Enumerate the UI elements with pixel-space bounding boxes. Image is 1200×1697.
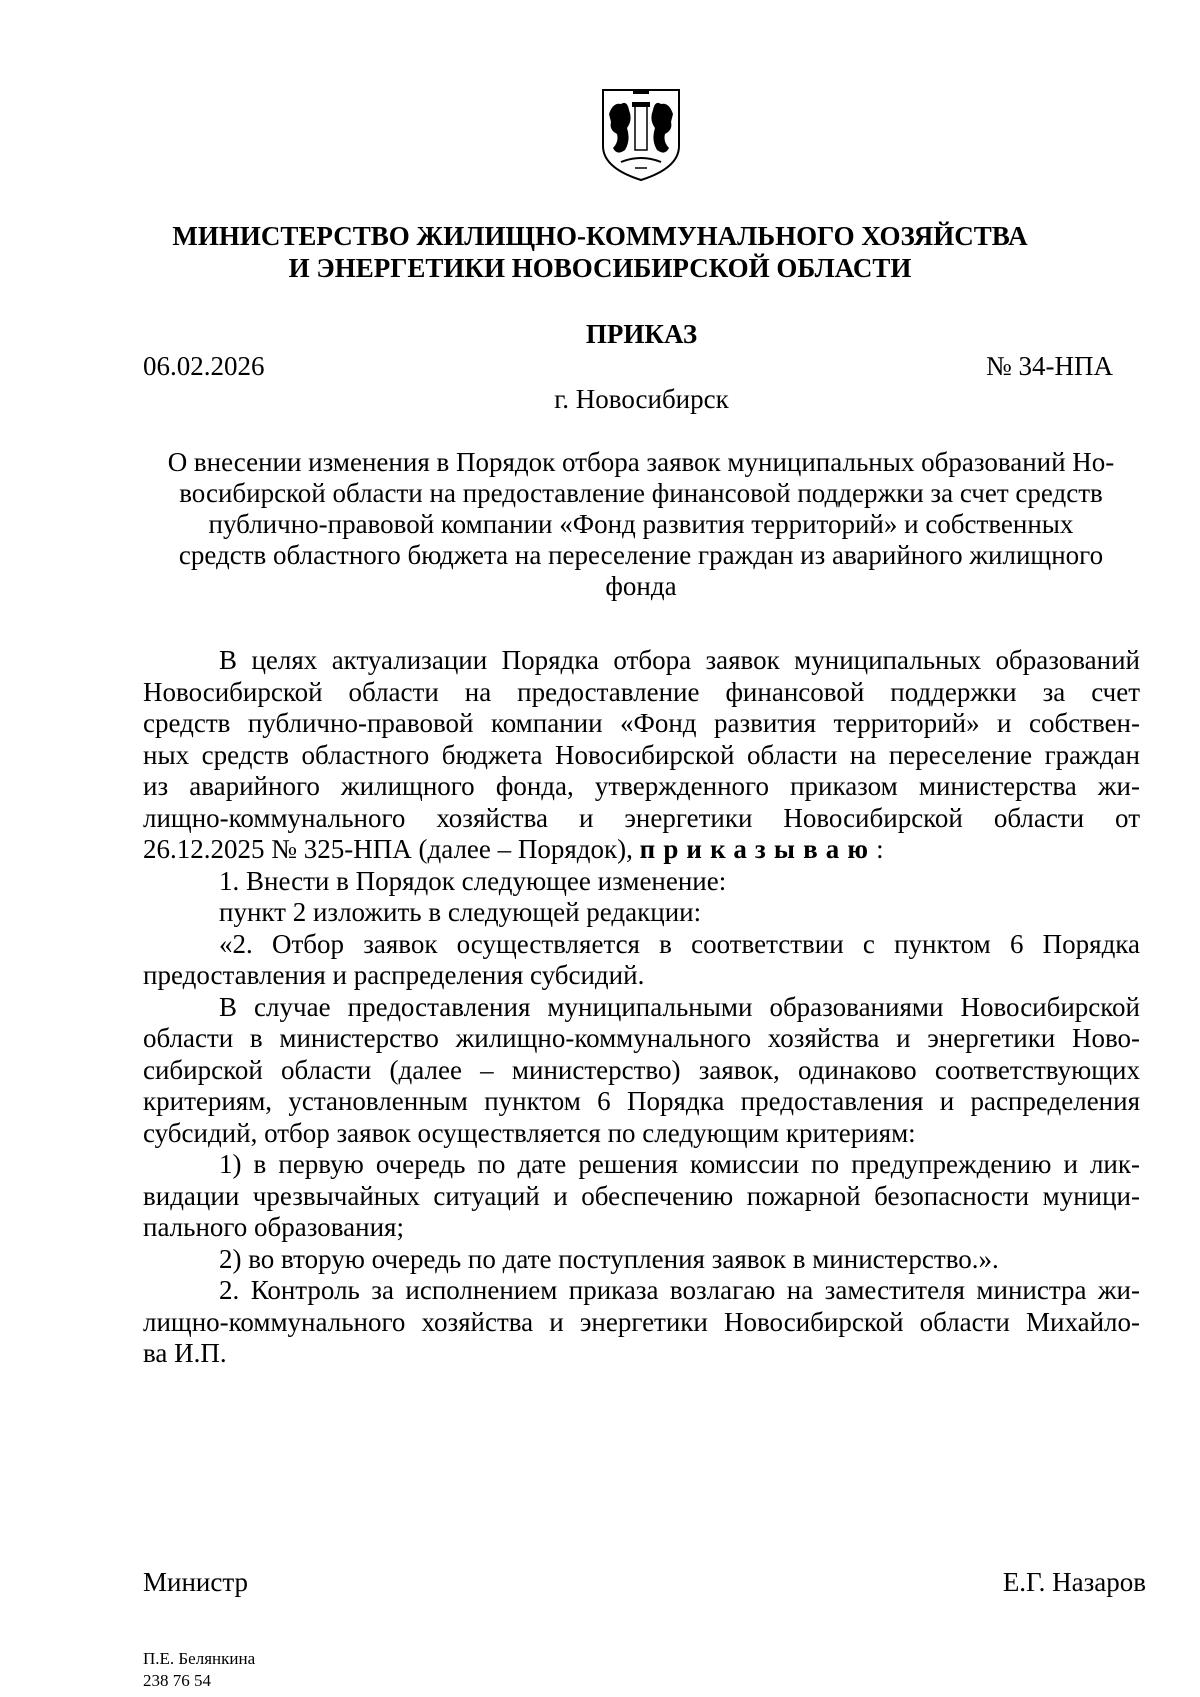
subject-line: публично-правовой компании «Фонд развития территорий» и собственных bbox=[208, 509, 1074, 539]
body-line: из аварийного жилищного фонда, утвержденного приказом министерства жи- bbox=[143, 771, 1140, 801]
order-subject bbox=[143, 447, 1139, 602]
criterion-1: пального образования; bbox=[143, 1212, 404, 1242]
body-line: В целях актуализации Порядка отбора заявок муниципальных образований bbox=[219, 645, 1140, 675]
item-2: ва И.П. bbox=[143, 1338, 227, 1368]
criterion-1: видации чрезвычайных ситуаций и обеспечению пожарной безопасности муници- bbox=[143, 1180, 1140, 1211]
quote-line: «2. Отбор заявок осуществляется в соответствии с пунктом 6 Порядка bbox=[219, 928, 1140, 959]
subject-line: фонда bbox=[605, 571, 677, 601]
quote-line: предоставления и распределения субсидий. bbox=[143, 960, 645, 990]
subject-line: восибирской области на предоставление финансовой поддержки за счет средств bbox=[179, 478, 1103, 508]
subject-line: средств областного бюджета на переселение граждан из аварийного жилищного bbox=[178, 540, 1104, 570]
executor-name: П.Е. Белянкина bbox=[143, 1649, 256, 1668]
body-line-directive bbox=[143, 834, 1140, 866]
ministry-line-1: МИНИСТЕРСТВО ЖИЛИЩНО-КОММУНАЛЬНОГО ХОЗЯЙСТВА bbox=[172, 221, 1028, 251]
body-line: субсидий, отбор заявок осуществляется по следующим критериям: bbox=[143, 1117, 916, 1148]
directive-text: 26.12.2025 № 325-НПА (далее – Порядок), bbox=[143, 834, 640, 864]
signatory-name: Е.Г. Назаров bbox=[1002, 1567, 1146, 1597]
criterion-2: 2) во вторую очередь по дате поступления заявок в министерство.». bbox=[219, 1243, 999, 1274]
directive-keyword: приказываю bbox=[639, 834, 877, 864]
directive-colon: : bbox=[876, 834, 884, 864]
subject-line: О внесении изменения в Порядок отбора заявок муниципальных образований Но- bbox=[167, 447, 1115, 477]
executor-info bbox=[143, 1648, 255, 1692]
body-line: ных средств областного бюджета Новосибирской области на переселение граждан bbox=[143, 739, 1140, 770]
order-city: г. Новосибирск bbox=[554, 384, 729, 414]
body-line: средств публично-правовой компании «Фонд развития территорий» и собствен- bbox=[143, 708, 1140, 738]
body-line: критериям, установленным пунктом 6 Порядка предоставления и распределения bbox=[143, 1086, 1140, 1116]
item-2: 2. Контроль за исполнением приказа возлагаю на заместителя министра жи- bbox=[219, 1275, 1140, 1305]
executor-phone: 238 76 54 bbox=[143, 1671, 211, 1690]
order-title: ПРИКАЗ bbox=[585, 319, 698, 349]
item-2: лищно-коммунального хозяйства и энергетики Новосибирской области Михайло- bbox=[143, 1306, 1140, 1337]
ministry-line-2: И ЭНЕРГЕТИКИ НОВОСИБИРСКОЙ ОБЛАСТИ bbox=[288, 253, 912, 283]
item-1-sub: пункт 2 изложить в следующей редакции: bbox=[219, 897, 702, 927]
criterion-1: 1) в первую очередь по дате решения комиссии по предупреждению и лик- bbox=[219, 1149, 1140, 1179]
order-body bbox=[143, 645, 1140, 1370]
coat-of-arms-icon bbox=[599, 84, 683, 184]
body-line: сибирской области (далее – министерство) заявок, одинаково соответствующих bbox=[143, 1054, 1140, 1085]
ministry-name bbox=[120, 220, 1080, 284]
order-number: № 34-НПА bbox=[986, 351, 1113, 381]
signatory-position: Министр bbox=[143, 1567, 248, 1597]
body-line: области в министерство жилищно-коммунального хозяйства и энергетики Ново- bbox=[143, 1023, 1140, 1053]
body-line: лищно-коммунального хозяйства и энергетики Новосибирской области от bbox=[143, 802, 1140, 833]
body-line: В случае предоставления муниципальными образованиями Новосибирской bbox=[219, 991, 1140, 1022]
order-date: 06.02.2026 bbox=[143, 351, 265, 381]
item-1: 1. Внести в Порядок следующее изменение: bbox=[219, 865, 727, 896]
body-line: Новосибирской области на предоставление финансовой поддержки за счет bbox=[143, 676, 1140, 707]
